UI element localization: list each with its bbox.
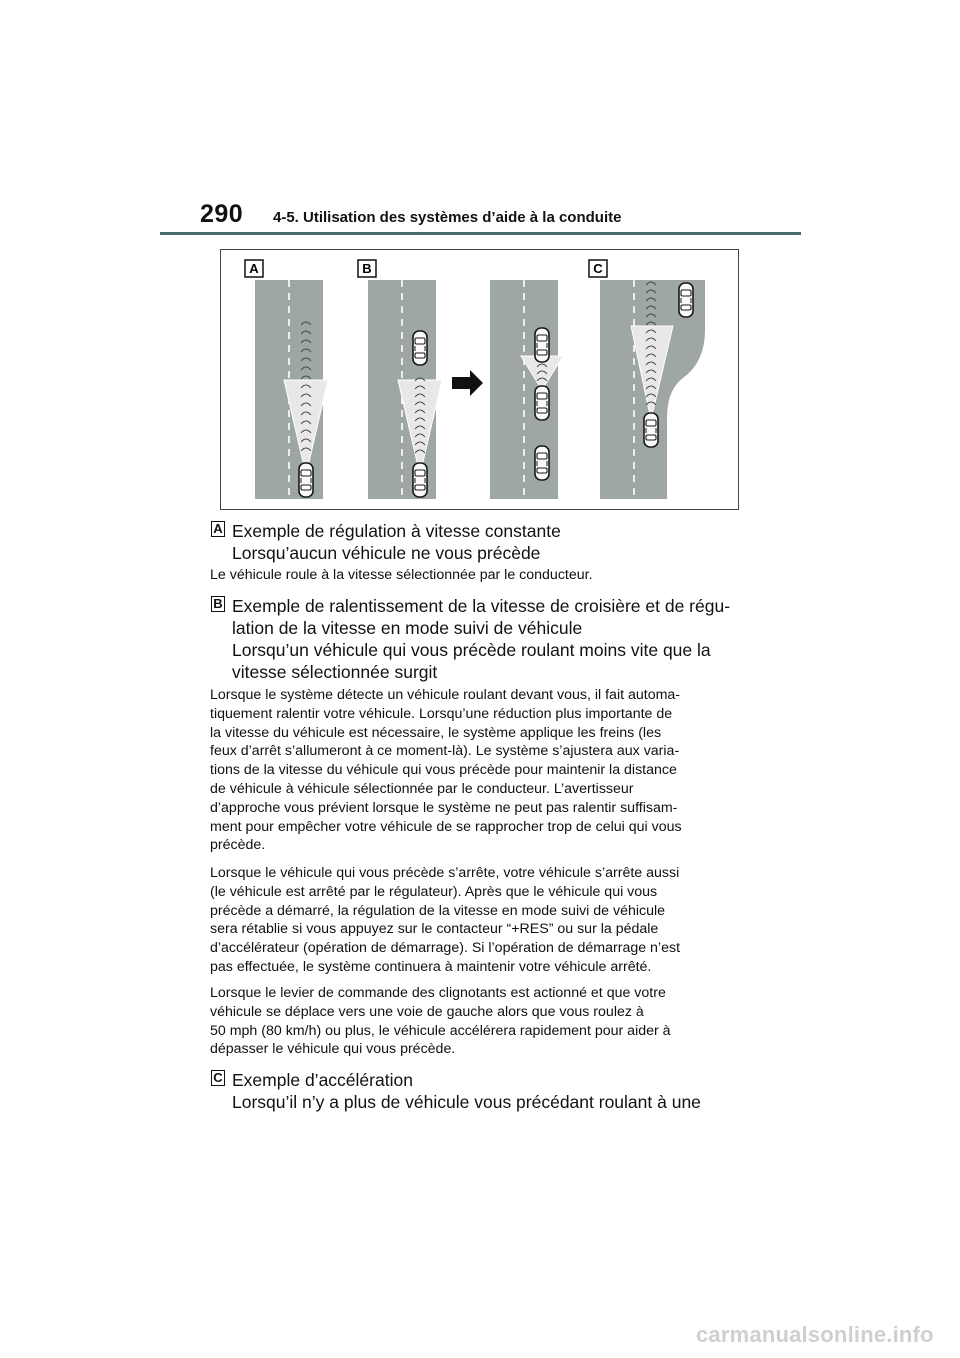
label-b: B xyxy=(362,261,372,276)
para-b3-line: Lorsque le levier de commande des clignotants est actionné et que votre xyxy=(210,985,666,1001)
heading-c-line: Lorsqu’il n’y a plus de véhicule vous précédant roulant à une xyxy=(232,1092,701,1112)
para-b1-line: feux d’arrêt s’allumeront à ce moment-là). Le système s’ajustera aux varia- xyxy=(210,743,680,760)
label-a: A xyxy=(249,261,259,276)
para-b1-line: précède. xyxy=(210,837,266,854)
para-b3-line: véhicule se déplace vers une voie de gauche alors que vous roulez à xyxy=(210,1003,644,1020)
para-a-line: Le véhicule roule à la vitesse sélectionnée par le conducteur. xyxy=(210,567,593,583)
para-b1-line: d’approche vous prévient lorsque le système ne peut pas ralentir suffisam- xyxy=(210,799,678,816)
para-b1-line: Lorsque le système détecte un véhicule roulant devant vous, il fait automa- xyxy=(210,687,681,703)
para-b1-line: ment pour empêcher votre véhicule de se rapprocher trop de celui qui vous xyxy=(210,818,682,835)
heading-b xyxy=(232,595,730,683)
figure-labels xyxy=(245,260,607,277)
para-b1 xyxy=(210,686,756,855)
para-b2 xyxy=(210,864,756,977)
para-b3 xyxy=(210,984,756,1059)
car-a-own xyxy=(299,463,313,497)
acc-diagram xyxy=(221,250,738,509)
marker-c: C xyxy=(211,1070,225,1086)
para-b2-line: (le véhicule est arrêté par le régulateur). Après que le véhicule qui vous xyxy=(210,883,658,900)
heading-a-line: Exemple de régulation à vitesse constante xyxy=(232,521,561,541)
acc-illustration xyxy=(220,249,739,510)
car-b-lead xyxy=(413,331,427,365)
heading-b-line: lation de la vitesse en mode suivi de véhicule xyxy=(232,618,583,638)
section-title: 4-5. Utilisation des systèmes d’aide à la conduite xyxy=(273,209,622,226)
heading-a xyxy=(232,520,561,564)
heading-b-line: Exemple de ralentissement de la vitesse de croisière et de régu- xyxy=(232,596,731,616)
para-b3-line: 50 mph (80 km/h) ou plus, le véhicule accélérera rapidement pour aider à xyxy=(210,1022,671,1039)
para-b1-line: de véhicule à véhicule sélectionnée par le conducteur. L’avertisseur xyxy=(210,780,634,797)
car-b2-middle xyxy=(535,386,549,420)
para-b2-line: sera rétablie si vous appuyez sur le contacteur “+RES” ou sur la pédale xyxy=(210,921,659,938)
header-rule xyxy=(160,232,801,235)
para-b2-line: précède a démarré, la régulation de la vitesse en mode suivi de véhicule xyxy=(210,902,666,919)
para-b3-line: dépasser le véhicule qui vous précède. xyxy=(210,1041,456,1058)
heading-c-line: Exemple d’accélération xyxy=(232,1070,413,1090)
para-b2-line: Lorsque le véhicule qui vous précède s’arrête, votre véhicule s’arrête aussi xyxy=(210,865,680,881)
para-b1-line: tiquement ralentir votre véhicule. Lorsqu’une réduction plus importante de xyxy=(210,705,673,722)
car-c-exiting xyxy=(679,283,693,317)
page-number: 290 xyxy=(200,200,244,228)
car-b-own xyxy=(413,463,427,497)
para-b1-line: la vitesse du véhicule est nécessaire, le système applique les freins (les xyxy=(210,724,662,741)
para-b2-line: pas effectuée, le système continuera à maintenir votre véhicule arrêté. xyxy=(210,958,652,975)
car-b2-lead xyxy=(535,328,549,362)
lane-markings xyxy=(289,280,634,499)
marker-b: B xyxy=(211,596,225,612)
marker-a: A xyxy=(211,521,225,537)
heading-a-line: Lorsqu’aucun véhicule ne vous précède xyxy=(232,543,541,563)
car-c-own xyxy=(644,413,658,447)
para-a xyxy=(210,566,756,585)
transition-arrow xyxy=(452,370,483,396)
para-b1-line: tions de la vitesse du véhicule qui vous précède pour maintenir la distance xyxy=(210,762,677,779)
label-c: C xyxy=(593,261,603,276)
para-b2-line: d’accélérateur (opération de démarrage). Si l’opération de démarrage n’est xyxy=(210,940,681,957)
watermark: carmanualsonline.info xyxy=(696,1322,934,1347)
heading-b-line: Lorsqu’un véhicule qui vous précède roulant moins vite que la xyxy=(232,640,711,660)
heading-b-line: vitesse sélectionnée surgit xyxy=(232,662,438,682)
heading-c xyxy=(232,1069,701,1113)
car-b2-own xyxy=(535,446,549,480)
